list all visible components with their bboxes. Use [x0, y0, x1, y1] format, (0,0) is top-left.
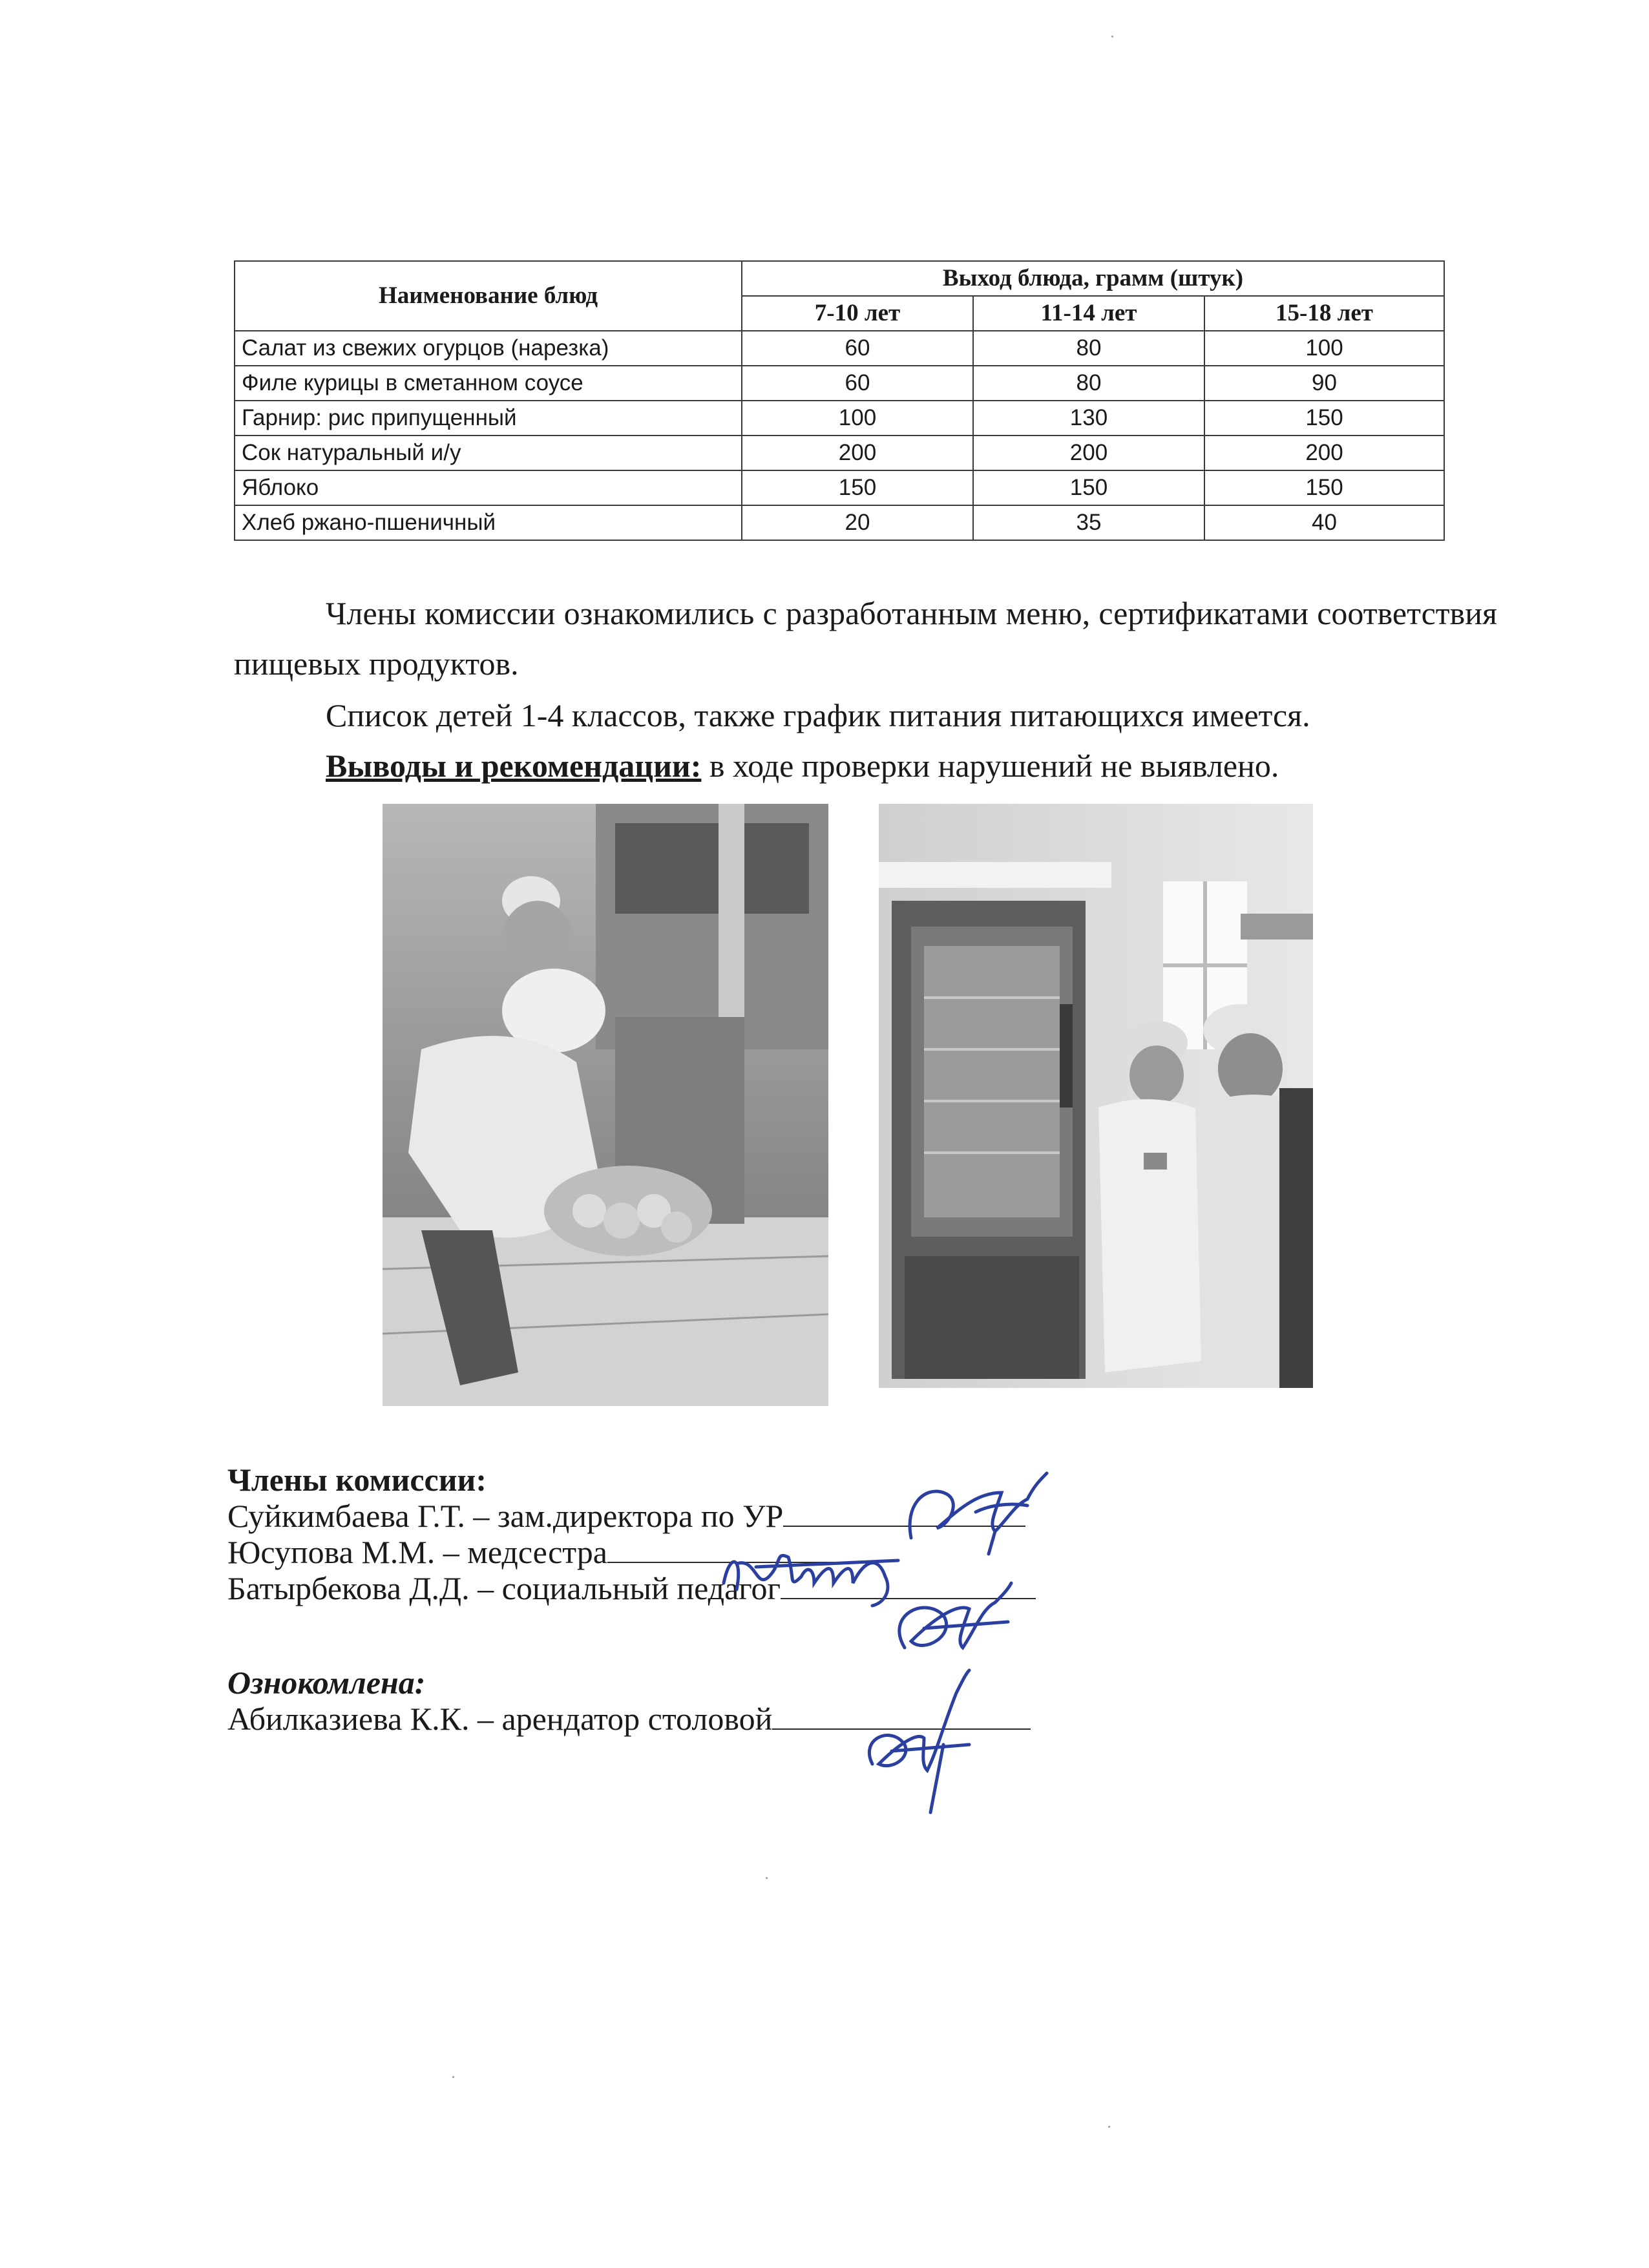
yield-cell: 200 — [973, 436, 1204, 470]
scan-speck — [452, 2076, 454, 2078]
acknowledged-person: Абилказиева К.К. – арендатор столовой — [227, 1701, 773, 1737]
commission-member: Юсупова М.М. – медсестра — [227, 1534, 607, 1570]
yield-cell: 150 — [973, 470, 1204, 505]
age-group-header: 7-10 лет — [742, 296, 973, 331]
table-row — [235, 331, 1444, 366]
acknowledged-heading: Ознокомлена: — [227, 1664, 426, 1701]
table-row — [235, 366, 1444, 401]
yield-cell: 100 — [1204, 331, 1444, 366]
yield-cell: 100 — [742, 401, 973, 436]
yield-cell: 90 — [1204, 366, 1444, 401]
age-group-header: 11-14 лет — [973, 296, 1204, 331]
table-row — [235, 470, 1444, 505]
scan-speck — [1111, 36, 1113, 37]
yield-cell: 200 — [1204, 436, 1444, 470]
paragraph-commission-reviewed: Члены комиссии ознакомились с разработанным меню, сертификатами соответствия пищевых продуктов. — [234, 595, 1497, 682]
conclusions-label: Выводы и рекомендации: — [326, 748, 702, 784]
table-row — [235, 401, 1444, 436]
yield-cell: 80 — [973, 366, 1204, 401]
signature-image — [885, 1577, 1014, 1667]
yield-cell: 40 — [1204, 505, 1444, 540]
conclusions-text: в ходе проверки нарушений не выявлено. — [701, 748, 1279, 784]
dish-name-cell: Сок натуральный и/у — [235, 436, 742, 470]
yield-cell: 35 — [973, 505, 1204, 540]
inspection-oven-photo — [879, 804, 1313, 1388]
kitchen-staff-photo — [383, 804, 828, 1406]
signature-image — [898, 1467, 1053, 1557]
paragraph-children-list: Список детей 1-4 классов, также график питания питающихся имеется. — [326, 697, 1310, 733]
table-header-row — [235, 261, 1444, 296]
table-row — [235, 436, 1444, 470]
scan-speck — [1108, 2126, 1110, 2128]
yield-cell: 60 — [742, 366, 973, 401]
yield-cell: 150 — [742, 470, 973, 505]
dish-name-header: Наименование блюд — [235, 261, 742, 331]
yield-cell: 20 — [742, 505, 973, 540]
scan-speck — [766, 1877, 768, 1879]
age-group-header: 15-18 лет — [1204, 296, 1444, 331]
signature-image — [717, 1538, 905, 1609]
dish-name-cell: Яблоко — [235, 470, 742, 505]
table-row — [235, 505, 1444, 540]
yield-cell: 200 — [742, 436, 973, 470]
yield-cell: 60 — [742, 331, 973, 366]
dish-name-cell: Салат из свежих огурцов (нарезка) — [235, 331, 742, 366]
paragraph-conclusions — [234, 740, 1497, 791]
yield-cell: 130 — [973, 401, 1204, 436]
yield-cell: 150 — [1204, 470, 1444, 505]
commission-member: Батырбекова Д.Д. – социальный педагог — [227, 1570, 781, 1606]
commission-member: Суйкимбаева Г.Т. – зам.директора по УР — [227, 1498, 784, 1534]
yield-header: Выход блюда, грамм (штук) — [742, 261, 1444, 296]
dish-name-cell: Филе курицы в сметанном соусе — [235, 366, 742, 401]
yield-cell: 80 — [973, 331, 1204, 366]
commission-heading: Члены комиссии: — [227, 1462, 487, 1498]
signature-image — [853, 1667, 982, 1816]
yield-cell: 150 — [1204, 401, 1444, 436]
dish-name-cell: Хлеб ржано-пшеничный — [235, 505, 742, 540]
menu-table — [234, 260, 1445, 541]
dish-name-cell: Гарнир: рис припущенный — [235, 401, 742, 436]
